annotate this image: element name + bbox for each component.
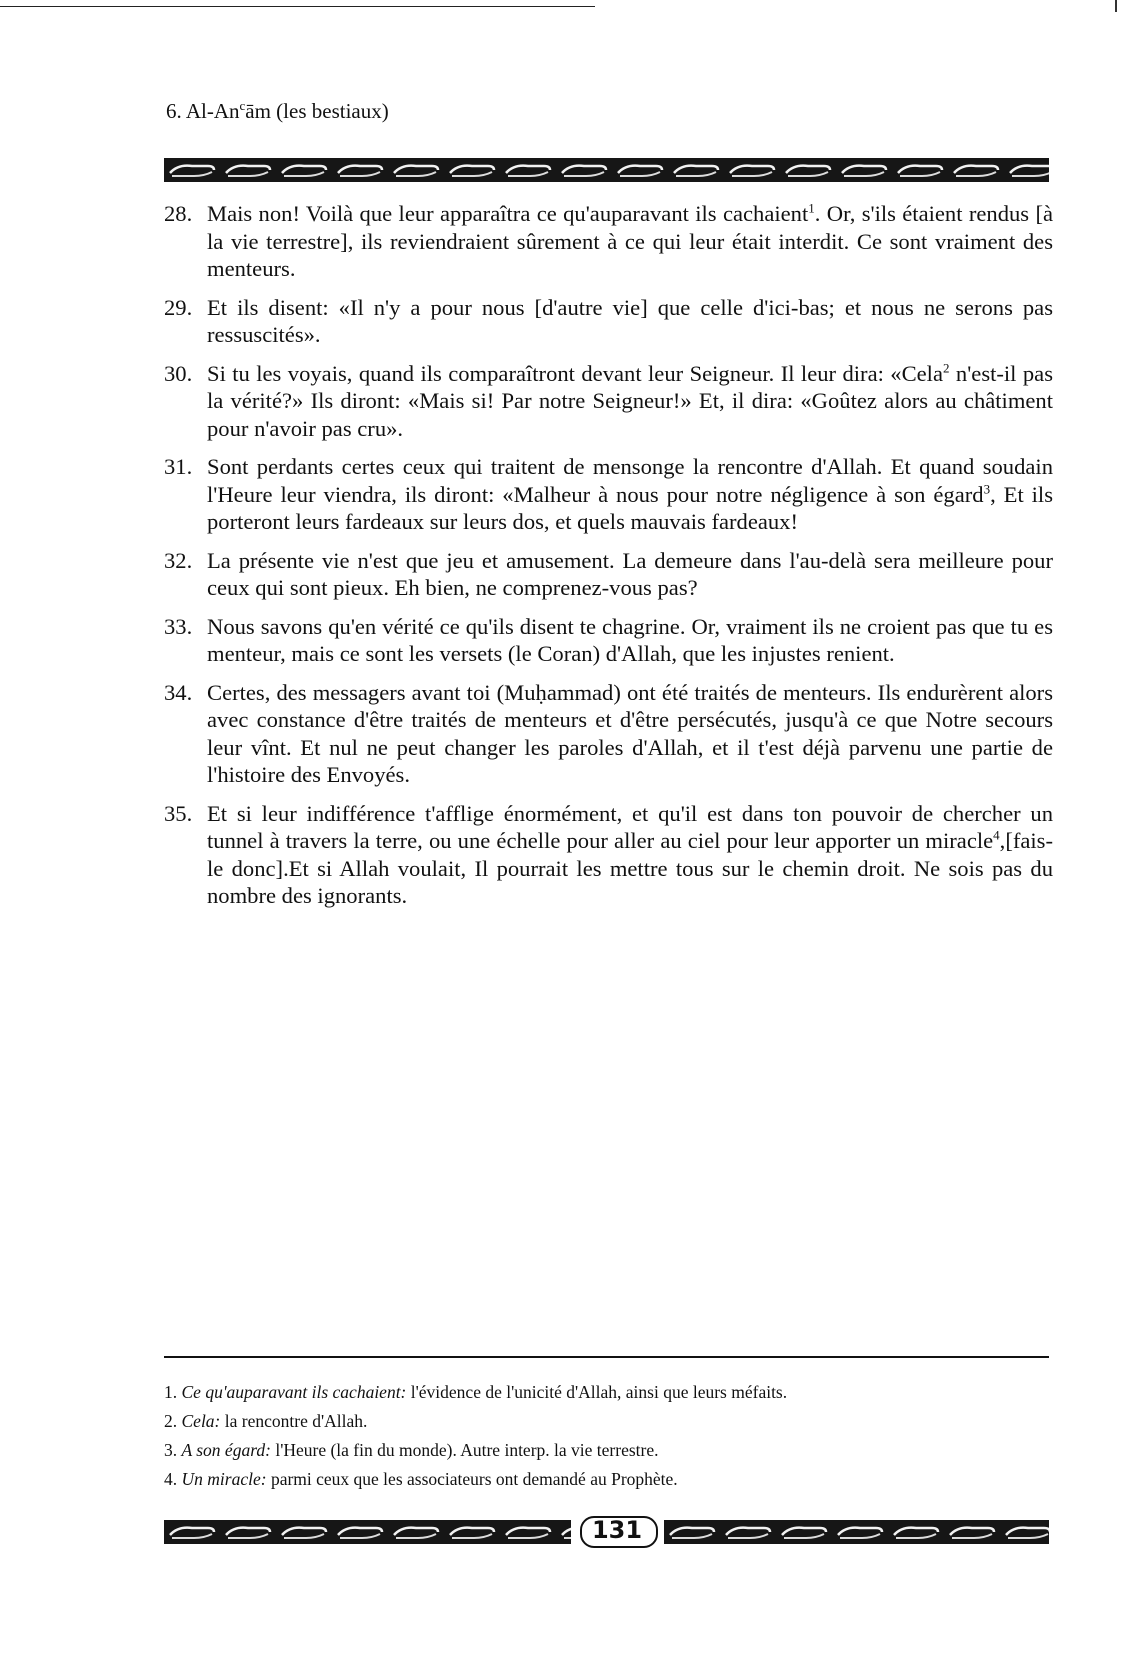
footnote-term: Cela: — [181, 1411, 221, 1431]
verse-text: Et ils disent: «Il n'y a pour nous [d'autre vie] que celle d'ici-bas; et nous ne serons pas ressuscités». — [207, 294, 1053, 347]
running-head-suffix: ām (les bestiaux) — [245, 99, 389, 123]
verse-text — [207, 800, 1053, 910]
verse-number: 29. — [164, 294, 193, 320]
footnote-ref: 1 — [808, 200, 815, 216]
corner-mark — [1115, 0, 1117, 12]
verse-text-part: Et si leur indifférence t'afflige énormément, et qu'il est dans ton pouvoir de chercher un tunnel à travers la terre, ou une échelle pour aller au ciel pour leur apporter un miracle — [207, 800, 1053, 853]
verse-number: 28. — [164, 201, 193, 226]
verse-text-part: , Et ils porteront leurs fardeaux sur leurs dos, et quels mauvais fardeaux! — [207, 481, 1053, 534]
footnote-text: la rencontre d'Allah. — [220, 1411, 368, 1431]
verse-text-part: Mais non! Voilà que leur apparaîtra ce qu'auparavant ils cachaient — [207, 201, 809, 226]
footnote-term: Un miracle: — [181, 1469, 267, 1489]
verse-text — [207, 200, 1053, 283]
running-head — [166, 98, 389, 124]
verse-text-part: ,[fais-le donc].Et si Allah voulait, Il pourrait les mettre tous sur le chemin droit. Ne sois pas du nombre des ignorants. — [207, 828, 1053, 908]
verse-34 — [164, 679, 1053, 789]
verse-32 — [164, 547, 1053, 602]
footnote-text: parmi ceux que les associateurs ont demandé au Prophète. — [266, 1469, 678, 1489]
chain-ornament — [664, 1520, 1049, 1544]
ornament-band-bottom-left — [164, 1520, 571, 1544]
footnote-4 — [164, 1465, 1053, 1494]
verse-list — [164, 200, 1053, 921]
verse-text — [207, 360, 1053, 443]
verse-text-part: . Or, s'ils étaient rendus [à la vie terrestre], ils reviendraient sûrement à ce qui leur était interdit. Ce sont vraiment des menteurs. — [207, 201, 1054, 281]
ornament-band-top — [164, 158, 1049, 182]
footnote-ref: 4 — [993, 827, 1000, 843]
running-head-sup: c — [239, 98, 246, 113]
running-head-prefix: 6. Al-An — [166, 99, 240, 123]
verse-text-part: Sont perdants certes ceux qui traitent de mensonge la rencontre d'Allah. Et quand soudain l'Heure leur viendra, ils diront: «Malheur à nous pour notre négligence à son égard — [207, 454, 1053, 507]
verse-number: 30. — [164, 360, 193, 386]
chain-ornament — [164, 158, 1049, 182]
footnote-1 — [164, 1378, 1053, 1407]
footnote-text: l'Heure (la fin du monde). Autre interp. la vie terrestre. — [270, 1440, 659, 1460]
verse-text — [207, 453, 1053, 536]
footnote-ref: 3 — [983, 480, 991, 496]
top-rule — [0, 6, 595, 7]
verse-31 — [164, 453, 1053, 536]
chain-ornament — [164, 1520, 571, 1544]
footnote-term: A son égard: — [181, 1440, 271, 1460]
verse-number: 31. — [164, 454, 193, 479]
footnote-list — [164, 1378, 1053, 1494]
verse-number: 32. — [164, 547, 193, 573]
verse-35 — [164, 800, 1053, 910]
footnote-2 — [164, 1407, 1053, 1436]
verse-30 — [164, 360, 1053, 443]
verse-number: 35. — [164, 800, 193, 826]
footnote-3 — [164, 1436, 1053, 1465]
footnote-rule — [164, 1356, 1049, 1358]
verse-text: La présente vie n'est que jeu et amusement. La demeure dans l'au-delà sera meilleure pour ceux qui sont pieux. Eh bien, ne comprenez-vous pas? — [207, 547, 1053, 600]
page-number: 131 — [568, 1510, 666, 1550]
footnote-number: 2. — [164, 1411, 178, 1431]
footnote-number: 1. — [164, 1382, 178, 1402]
verse-text: Nous savons qu'en vérité ce qu'ils disent te chagrine. Or, vraiment ils ne croient pas que tu es menteur, mais ce sont les versets (le Coran) d'Allah, que les injustes renient. — [207, 613, 1053, 666]
verse-text: Certes, des messagers avant toi (Muḥammad) ont été traités de menteurs. Ils endurèrent alors avec constance d'être traités de menteurs et d'être persécutés, jusqu'à ce que Notre secours leur vînt. Et nul ne peut changer les paroles d'Allah, et il t'est déjà parvenu une partie de l'histoire des Envoyés. — [207, 679, 1053, 787]
verse-number: 34. — [164, 679, 193, 705]
footnote-ref: 2 — [943, 359, 950, 375]
footnote-text: l'évidence de l'unicité d'Allah, ainsi que leurs méfaits. — [406, 1382, 788, 1402]
footnote-number: 3. — [164, 1440, 178, 1460]
verse-number: 33. — [164, 613, 193, 639]
verse-29 — [164, 294, 1053, 349]
verse-33 — [164, 613, 1053, 668]
footnote-term: Ce qu'auparavant ils cachaient: — [181, 1382, 407, 1402]
verse-text-part: Si tu les voyais, quand ils comparaîtront devant leur Seigneur. Il leur dira: «Cela — [207, 360, 943, 386]
footnote-number: 4. — [164, 1469, 178, 1489]
verse-28 — [164, 200, 1053, 283]
ornament-band-bottom-right — [664, 1520, 1049, 1544]
verse-text-part: n'est-il pas la vérité?» Ils diront: «Mais si! Par notre Seigneur!» Et, il dira: «Goûtez alors au châtiment pour n'avoir pas cru». — [207, 360, 1054, 441]
